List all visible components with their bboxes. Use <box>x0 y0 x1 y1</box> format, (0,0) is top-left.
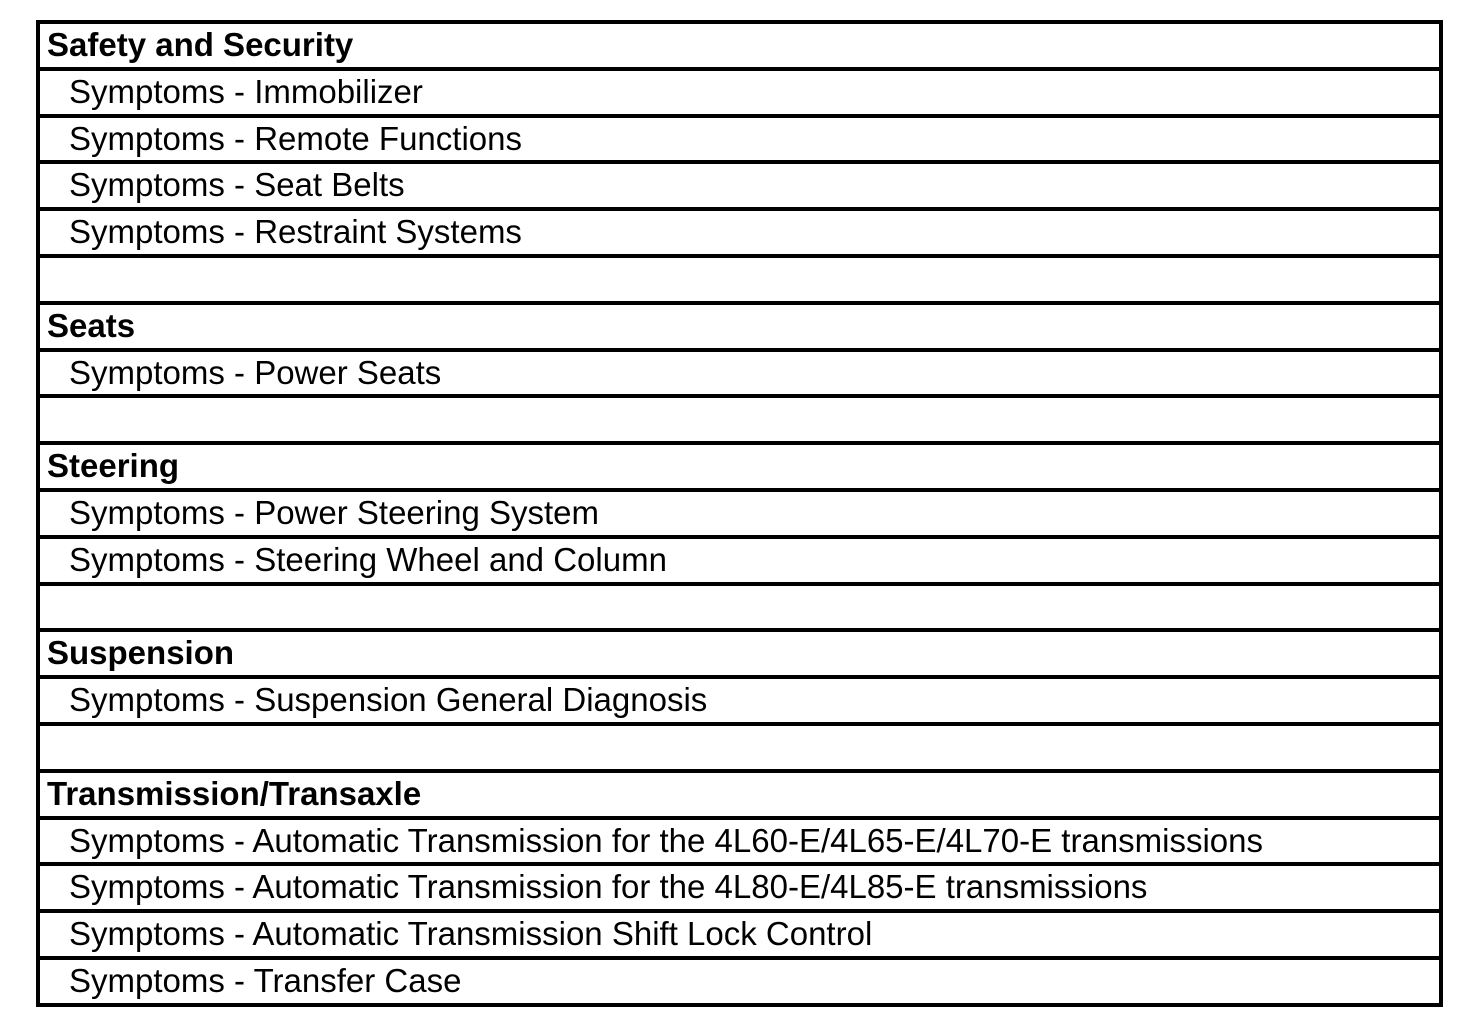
blank-row <box>40 726 1439 773</box>
blank-row <box>40 398 1439 445</box>
symptoms-index-table <box>36 20 1443 1007</box>
section-heading: Suspension <box>40 632 1439 679</box>
section-heading: Steering <box>40 445 1439 492</box>
symptom-link[interactable]: Symptoms - Seat Belts <box>40 164 1439 211</box>
symptom-link[interactable]: Symptoms - Automatic Transmission for the 4L60-E/4L65-E/4L70-E transmissions <box>40 820 1439 867</box>
symptom-link[interactable]: Symptoms - Suspension General Diagnosis <box>40 679 1439 726</box>
symptom-link[interactable]: Symptoms - Steering Wheel and Column <box>40 539 1439 586</box>
symptom-link[interactable]: Symptoms - Remote Functions <box>40 118 1439 165</box>
symptom-link[interactable]: Symptoms - Automatic Transmission Shift Lock Control <box>40 913 1439 960</box>
blank-row <box>40 586 1439 633</box>
section-heading: Safety and Security <box>40 24 1439 71</box>
symptom-link[interactable]: Symptoms - Restraint Systems <box>40 211 1439 258</box>
section-heading: Transmission/Transaxle <box>40 773 1439 820</box>
symptom-link[interactable]: Symptoms - Immobilizer <box>40 71 1439 118</box>
blank-row <box>40 258 1439 305</box>
symptom-link[interactable]: Symptoms - Transfer Case <box>40 960 1439 1007</box>
symptom-link[interactable]: Symptoms - Power Seats <box>40 352 1439 399</box>
section-heading: Seats <box>40 305 1439 352</box>
symptom-link[interactable]: Symptoms - Automatic Transmission for the 4L80-E/4L85-E transmissions <box>40 866 1439 913</box>
symptom-link[interactable]: Symptoms - Power Steering System <box>40 492 1439 539</box>
